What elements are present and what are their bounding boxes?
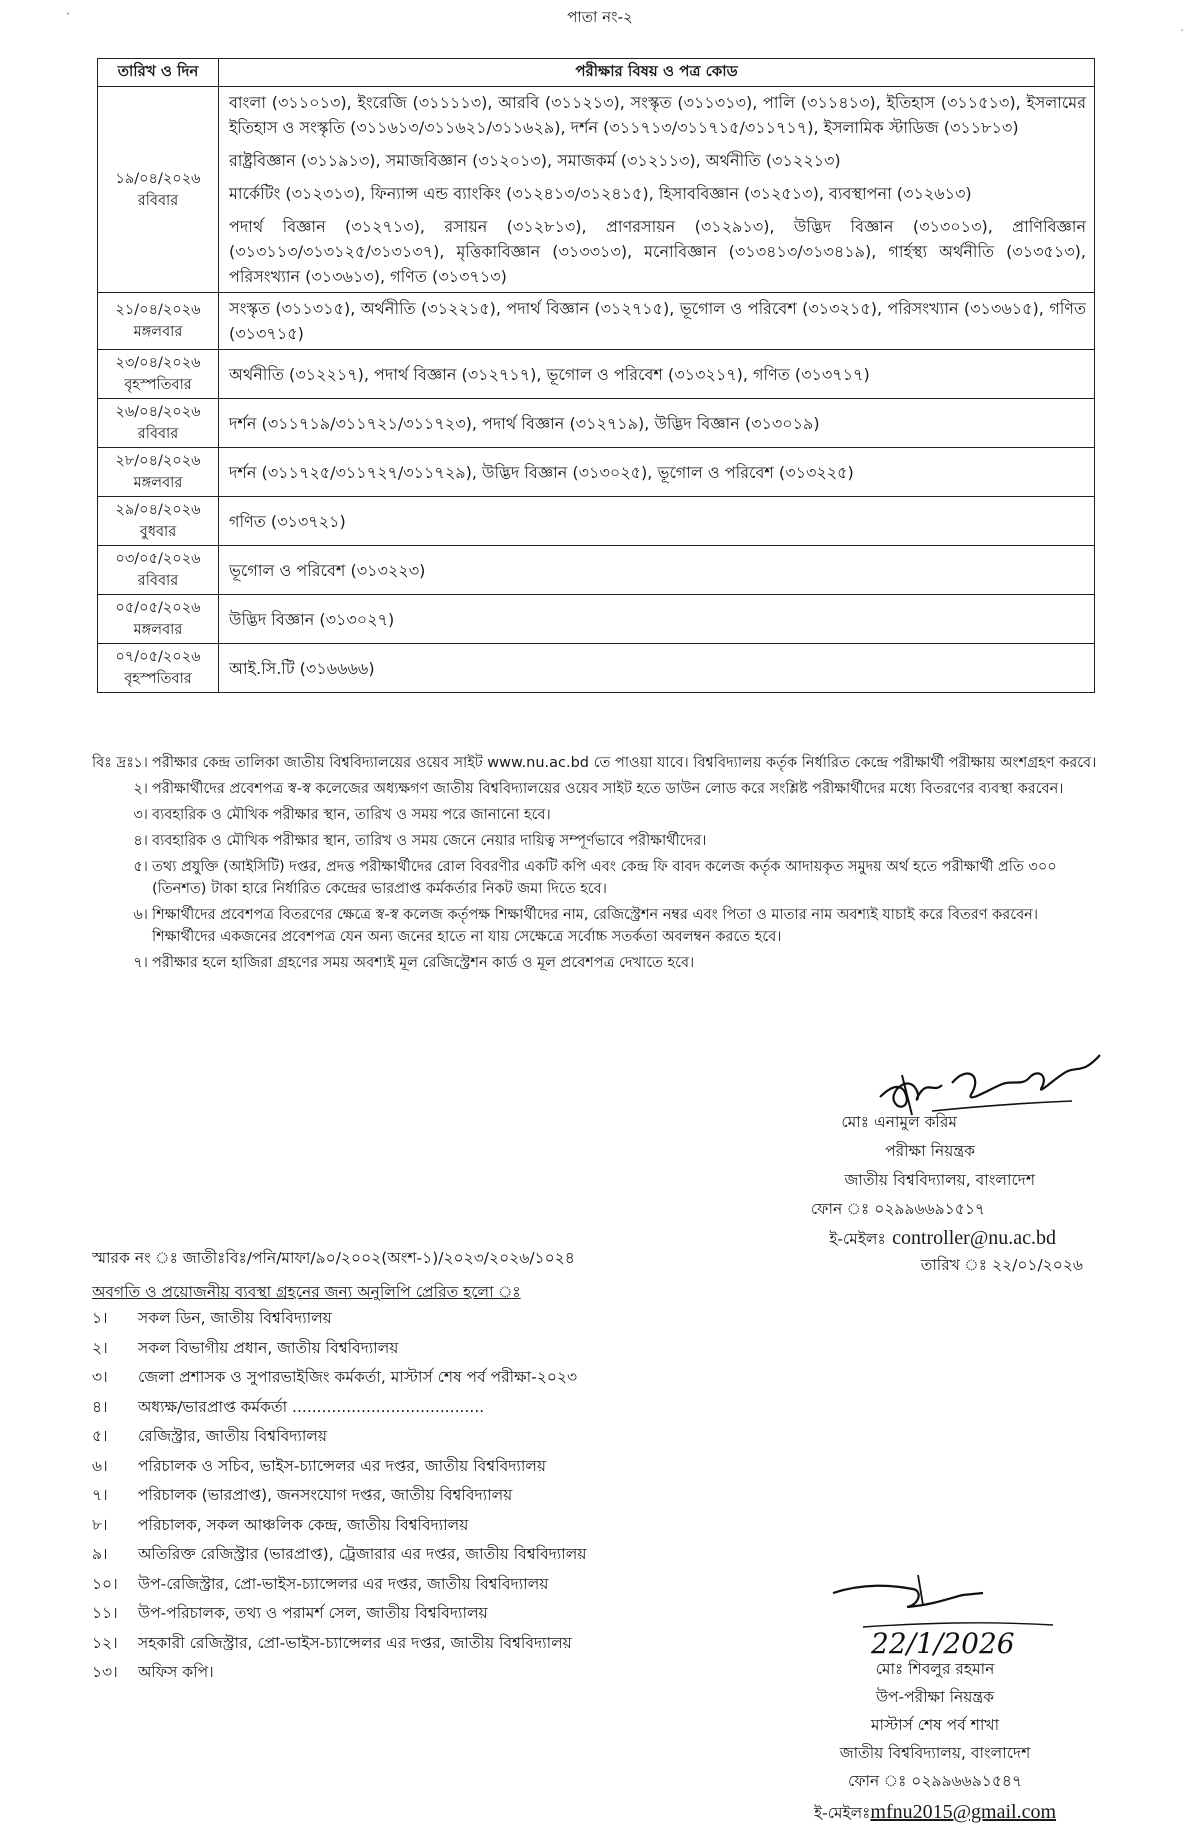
exam-date: ২১/০৪/২০২৬ [115,302,201,318]
controller-title: পরীক্ষা নিয়ন্ত্রক [885,1142,975,1160]
subject-line: সংস্কৃত (৩১১৩১৫), অর্থনীতি (৩১২২১৫), পদার্থ বিজ্ঞান (৩১২৭১৫), ভূগোল ও পরিবেশ (৩১৩২১৫), পরিসংখ্যান (৩১৩৬১৫), গণিত (৩১৩৭১৫) [229,299,1086,343]
exam-date-cell [98,448,219,497]
deputy-title: উপ-পরীক্ষা নিয়ন্ত্রক [875,1688,995,1706]
deputy-org: জাতীয় বিশ্ববিদ্যালয়, বাংলাদেশ [839,1744,1031,1762]
copy-text: অফিস কপি। [138,1663,214,1681]
note-number: ৫। [133,859,148,875]
note-item [92,856,1102,900]
exam-date-cell [98,595,219,644]
table-row [98,546,1095,595]
copy-text: জেলা প্রশাসক ও সুপারভাইজিং কর্মকর্তা, মাস্টার্স শেষ পর্ব পরীক্ষা-২০২৩ [138,1368,578,1386]
table-row [98,448,1095,497]
note-number: ৪। [133,833,148,849]
table-row [98,350,1095,399]
table-header-row [98,59,1095,87]
deputy-email-line [780,1797,1090,1827]
copy-text: পরিচালক (ভারপ্রাপ্ত), জনসংযোগ দপ্তর, জাতীয় বিশ্ববিদ্যালয় [138,1486,513,1504]
exam-date-cell [98,546,219,595]
copy-number: ৮। [92,1515,108,1534]
controller-email-line [829,1223,1056,1254]
exam-day: রবিবার [137,426,179,442]
exam-day: রবিবার [137,573,179,589]
table-row [98,497,1095,546]
note-number: ১। [133,755,148,771]
copy-number: ৩। [92,1368,108,1386]
deputy-phone: ফোন ঃ ০২৯৯৬৬৯১৫৪৭ [847,1772,1023,1790]
exam-subjects-cell [219,87,1095,293]
exam-date-cell [98,644,219,693]
exam-date-cell [98,87,219,293]
copy-text: রেজিস্ট্রার, জাতীয় বিশ্ববিদ্যালয় [138,1427,328,1445]
exam-subjects-cell [219,644,1095,693]
exam-day: বুধবার [139,524,177,540]
copy-heading: অবগতি ও প্রয়োজনীয় ব্যবস্থা গ্রহনের জন্য অনুলিপি প্রেরিত হলো ঃ [92,1283,521,1301]
subject-line: অর্থনীতি (৩১২২১৭), পদার্থ বিজ্ঞান (৩১২৭১৭), ভূগোল ও পরিবেশ (৩১৩২১৭), গণিত (৩১৩৭১৭) [229,364,870,384]
note-item [92,804,1102,826]
exam-subjects-cell [219,595,1095,644]
exam-subjects-cell [219,448,1095,497]
copy-number: ১২। [92,1633,118,1652]
notes-prefix: বিঃ দ্রঃ [92,755,134,771]
note-text: পরীক্ষার কেন্দ্র তালিকা জাতীয় বিশ্ববিদ্যালয়ের ওয়েব সাইট www.nu.ac.bd তে পাওয়া যাবে। বিশ্ববিদ্যালয় কর্তৃক নির্ধারিত কেন্দ্রে পরীক্ষার্থী পরীক্ষায় অংশগ্রহণ করবে। [152,755,1097,771]
deputy-signature [823,1565,1073,1660]
memo-number: স্মারক নং ঃ জাতীঃবিঃ/পনি/মাফা/৯০/২০০২(অংশ-১)/২০২৩/২০২৬/১০২৪ [92,1249,575,1267]
copy-text: উপ-রেজিস্ট্রার, প্রো-ভাইস-চ্যান্সেলর এর দপ্তর, জাতীয় বিশ্ববিদ্যালয় [138,1574,549,1593]
deputy-name: মোঃ শিবলুর রহমান [875,1660,995,1678]
exam-subjects-cell [219,546,1095,595]
copy-number: ১১। [92,1604,118,1622]
note-text: পরীক্ষার হলে হাজিরা গ্রহণের সময় অবশ্যই মূল রেজিস্ট্রেশন কার্ড ও মূল প্রবেশপত্র দেখাতে হবে। [152,955,695,971]
note-item [92,752,1102,774]
subject-line: উদ্ভিদ বিজ্ঞান (৩১৩০২৭) [229,609,395,629]
exam-date-cell [98,497,219,546]
issue-date: তারিখ ঃ ২২/০১/২০২৬ [920,1256,1083,1274]
table-row [98,644,1095,693]
controller-name: মোঃ এনামুল করিম [841,1113,957,1131]
copy-text: পরিচালক ও সচিব, ভাইস-চ্যান্সেলর এর দপ্তর, জাতীয় বিশ্ববিদ্যালয় [138,1456,547,1475]
exam-date-cell [98,399,219,448]
controller-org: জাতীয় বিশ্ববিদ্যালয়, বাংলাদেশ [844,1171,1035,1189]
exam-date: ২৩/০৪/২০২৬ [115,355,201,371]
subject-line: গণিত (৩১৩৭২১) [229,511,346,531]
notes-section [92,752,1102,978]
subject-line: পদার্থ বিজ্ঞান (৩১২৭১৩), রসায়ন (৩১২৮১৩), প্রাণরসায়ন (৩১২৯১৩), উদ্ভিদ বিজ্ঞান (৩১৩০১৩), প্রাণিবিজ্ঞান (৩১৩১১৩/৩১৩১২৫/৩১৩১৩৭), মৃত্তিকাবিজ্ঞান (৩১৩৩১৩), মনোবিজ্ঞান (৩১৩৪১৩/৩১৩৪১৯), গার্হস্থ্য অর্থনীতি (৩১৩৫১৩), পরিসংখ্যান (৩১৩৬১৩), গণিত (৩১৩৭১৩) [229,217,1086,286]
subject-line: বাংলা (৩১১০১৩), ইংরেজি (৩১১১১৩), আরবি (৩১১২১৩), সংস্কৃত (৩১১৩১৩), পালি (৩১১৪১৩), ইতিহাস (৩১১৫১৩), ইসলামের ইতিহাস ও সংস্কৃতি (৩১১৬১৩/৩১১৬২১/৩১১৬২৯), দর্শন (৩১১৭১৩/৩১১৭১৫/৩১১৭১৭), ইসলামিক স্টাডিজ (৩১১৮১৩) [229,93,1086,137]
note-number: ৭। [133,955,148,971]
copy-number: ৯। [92,1545,108,1563]
note-text: তথ্য প্রযুক্তি (আইসিটি) দপ্তর, প্রদত্ত পরীক্ষার্থীদের রোল বিবরণীর একটি কপি এবং কেন্দ্র ফি বাবদ কলেজ কর্তৃক আদায়কৃত সমুদয় অর্থ হতে পরীক্ষার্থী প্রতি ৩০০ (তিনশত) টাকা হারে নির্ধারিত কেন্দ্রের ভারপ্রাপ্ত কর্মকর্তার নিকট জমা দিতে হবে। [152,859,1057,897]
copy-text: সকল ডিন, জাতীয় বিশ্ববিদ্যালয় [138,1309,332,1327]
column-header-subject: পরীক্ষার বিষয় ও পত্র কোড [219,59,1095,87]
note-item [92,952,1102,974]
exam-day: বৃহস্পতিবার [124,671,192,687]
copy-number: ৫। [92,1427,108,1445]
exam-date: ০৭/০৫/২০২৬ [115,649,201,665]
exam-date-cell [98,293,219,350]
email-label: ই-মেইলঃ [829,1230,886,1248]
exam-day: রবিবার [137,192,179,209]
column-header-date: তারিখ ও দিন [98,59,219,87]
note-item [92,830,1102,852]
copy-text: সকল বিভাগীয় প্রধান, জাতীয় বিশ্ববিদ্যালয় [138,1338,399,1357]
subject-line: রাষ্ট্রবিজ্ঞান (৩১১৯১৩), সমাজবিজ্ঞান (৩১২০১৩), সমাজকর্ম (৩১২১১৩), অর্থনীতি (৩১২২১৩) [229,151,841,170]
exam-date: ১৯/০৪/২০২৬ [115,170,201,187]
exam-subjects-cell [219,497,1095,546]
subject-line: দর্শন (৩১১৭১৯/৩১১৭২১/৩১১৭২৩), পদার্থ বিজ্ঞান (৩১২৭১৯), উদ্ভিদ বিজ্ঞান (৩১৩০১৯) [229,413,820,433]
controller-phone: ফোন ঃ ০২৯৯৬৬৯১৫১৭ [810,1200,985,1218]
exam-day: বৃহস্পতিবার [124,377,192,393]
copy-number: ১০। [92,1574,118,1593]
copy-text: অধ্যক্ষ/ভারপ্রাপ্ত কর্মকর্তা ....................................... [138,1397,485,1416]
table-row [98,399,1095,448]
copy-text: পরিচালক, সকল আঞ্চলিক কেন্দ্র, জাতীয় বিশ্ববিদ্যালয় [138,1515,469,1534]
deputy-branch: মাস্টার্স শেষ পর্ব শাখা [870,1716,1000,1734]
copy-number: ৬। [92,1456,108,1475]
exam-schedule-table [97,58,1095,693]
email-label: ই-মেইলঃ [813,1804,871,1822]
note-item [92,778,1102,800]
exam-day: মঙ্গলবার [133,475,183,491]
copy-number: ১৩। [92,1663,118,1681]
copy-number: ৭। [92,1486,108,1504]
note-number: ২। [133,781,148,797]
exam-date: ০৫/০৫/২০২৬ [115,600,201,616]
handwritten-date: 22/1/2026 [871,1627,1015,1660]
copy-text: উপ-পরিচালক, তথ্য ও পরামর্শ সেল, জাতীয় বিশ্ববিদ্যালয় [138,1604,488,1622]
scan-speck: . [1180,20,1184,34]
copy-text: সহকারী রেজিস্ট্রার, প্রো-ভাইস-চ্যান্সেলর এর দপ্তর, জাতীয় বিশ্ববিদ্যালয় [138,1633,572,1652]
note-text: ব্যবহারিক ও মৌখিক পরীক্ষার স্থান, তারিখ ও সময় জেনে নেয়ার দায়িত্ব সম্পূর্ণভাবে পরীক্ষার্থীদের। [152,833,707,849]
note-text: শিক্ষার্থীদের প্রবেশপত্র বিতরণের ক্ষেত্রে স্ব-স্ব কলেজ কর্তৃপক্ষ শিক্ষার্থীদের নাম, রেজিস্ট্রেশন নম্বর এবং পিতা ও মাতার নাম অবশ্যই যাচাই করে বিতরণ করবেন। শিক্ষার্থীদের একজনের প্রবেশপত্র যেন অন্য জনের হাতে না যায় সেক্ষেত্রে সর্বোচ্চ সতর্কতা অবলম্বন করতে হবে। [152,907,1039,945]
table-row [98,293,1095,350]
copy-number: ১। [92,1309,108,1327]
subject-line: আই.সি.টি (৩১৬৬৬৬) [229,658,375,678]
exam-date-cell [98,350,219,399]
note-number: ৩। [133,807,148,823]
note-text: ব্যবহারিক ও মৌখিক পরীক্ষার স্থান, তারিখ ও সময় পরে জানানো হবে। [152,807,551,823]
copy-text: অতিরিক্ত রেজিস্ট্রার (ভারপ্রাপ্ত), ট্রেজারার এর দপ্তর, জাতীয় বিশ্ববিদ্যালয় [138,1545,587,1563]
exam-date: ২৬/০৪/২০২৬ [115,404,201,420]
copy-number: ৪। [92,1397,108,1416]
exam-date: ০৩/০৫/২০২৬ [115,551,201,567]
table-row [98,595,1095,644]
subject-line: ভূগোল ও পরিবেশ (৩১৩২২৩) [229,560,426,580]
exam-subjects-cell [219,399,1095,448]
table-row [98,87,1095,293]
deputy-email[interactable]: mfnu2015@gmail.com [870,1801,1057,1823]
note-text: পরীক্ষার্থীদের প্রবেশপত্র স্ব-স্ব কলেজের অধ্যক্ষগণ জাতীয় বিশ্ববিদ্যালয়ের ওয়েব সাইট হতে ডাউন লোড করে সংশ্লিষ্ট পরীক্ষার্থীদের মধ্যে বিতরণের ব্যবস্থা করবেন। [152,781,1064,797]
exam-date: ২৮/০৪/২০২৬ [115,453,201,469]
exam-date: ২৯/০৪/২০২৬ [115,502,201,518]
controller-email[interactable]: controller@nu.ac.bd [892,1227,1056,1249]
exam-subjects-cell [219,350,1095,399]
note-item [92,904,1102,948]
page-number: পাতা নং-২ [567,8,633,26]
exam-day: মঙ্গলবার [133,324,183,340]
subject-line: দর্শন (৩১১৭২৫/৩১১৭২৭/৩১১৭২৯), উদ্ভিদ বিজ্ঞান (৩১৩০২৫), ভূগোল ও পরিবেশ (৩১৩২২৫) [229,462,854,482]
exam-subjects-cell [219,293,1095,350]
exam-day: মঙ্গলবার [133,622,183,638]
copy-number: ২। [92,1338,108,1357]
scan-speck: ʻ [66,10,70,24]
subject-line: মার্কেটিং (৩১২৩১৩), ফিন্যান্স এন্ড ব্যাংকিং (৩১২৪১৩/৩১২৪১৫), হিসাববিজ্ঞান (৩১২৫১৩), ব্যবস্থাপনা (৩১২৬১৩) [229,184,972,203]
note-number: ৬। [133,907,148,923]
